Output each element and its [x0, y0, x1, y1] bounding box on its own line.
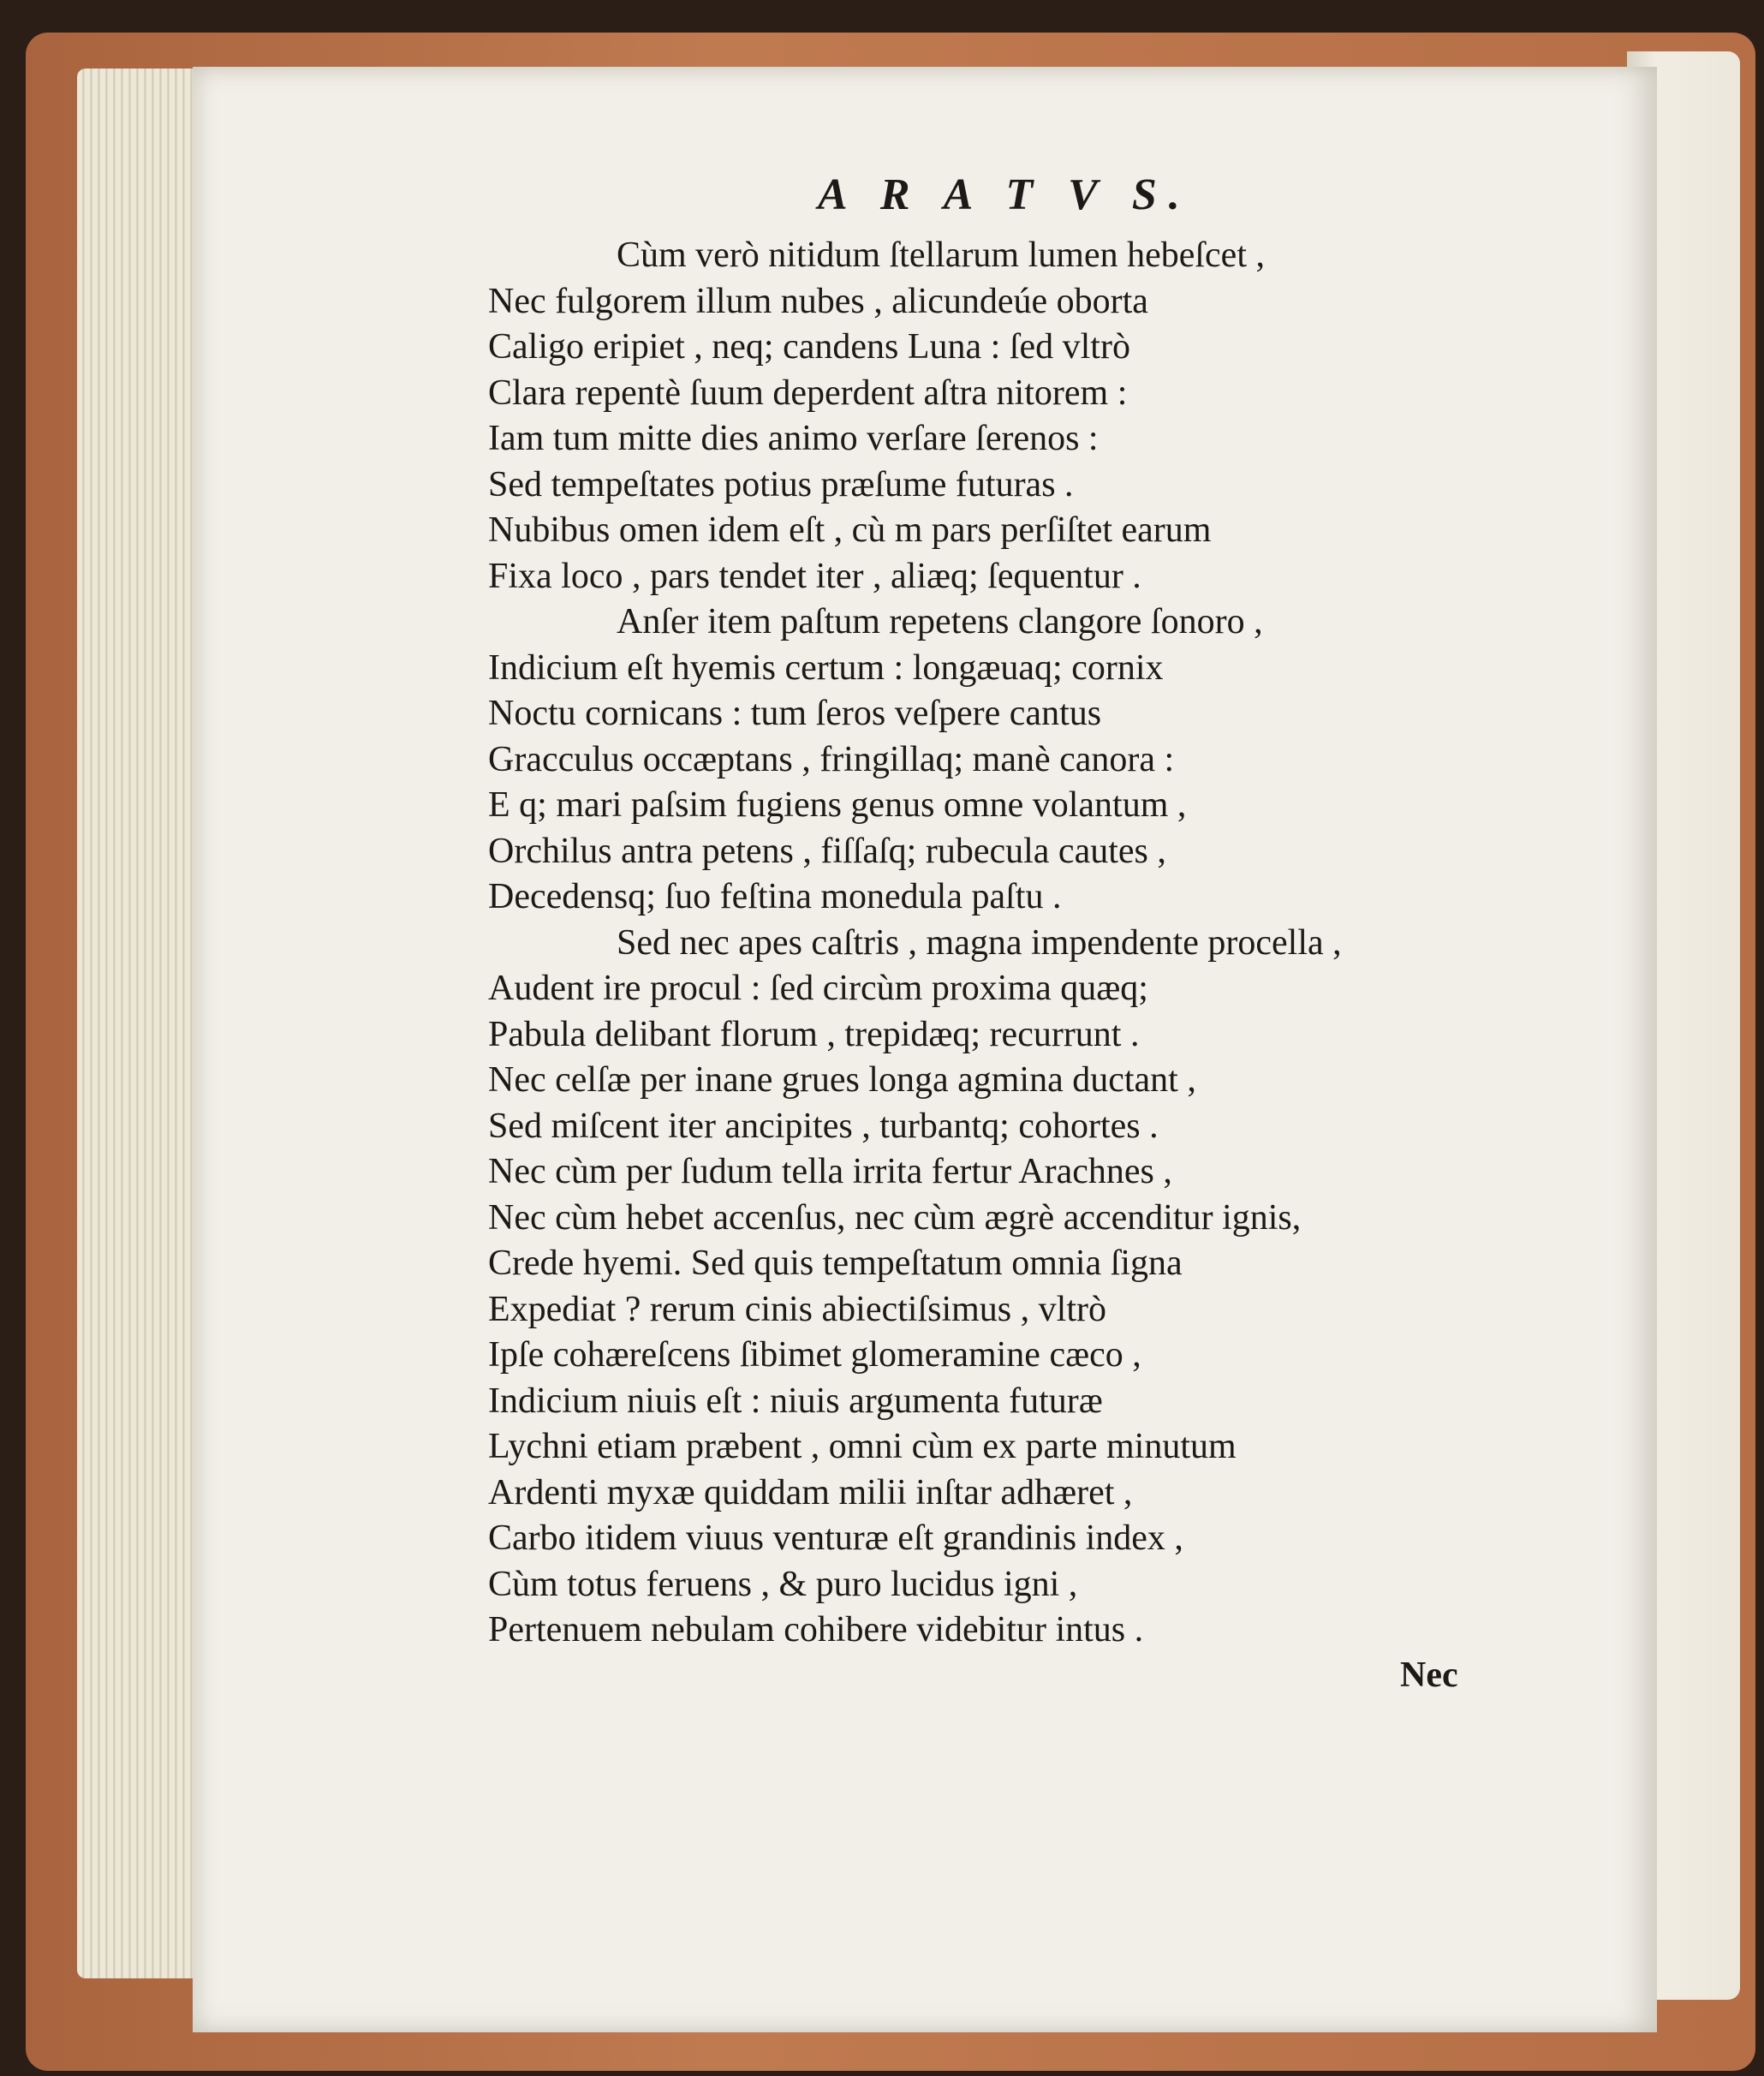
verse-line: Sed tempeſtates potius præſume futuras .: [488, 464, 1074, 504]
verse-line: Cùm totus feruens , & puro lucidus igni ,: [488, 1564, 1078, 1604]
verse-line: Ipſe cohæreſcens ſibimet glomeramine cæco ,: [488, 1335, 1141, 1375]
catchword: Nec: [1400, 1655, 1458, 1695]
verse-line: Indicium niuis eſt : niuis argumenta futuræ: [488, 1381, 1103, 1421]
verse-line: Sed miſcent iter ancipites , turbantq; cohortes .: [488, 1106, 1159, 1146]
verse-line: Pabula delibant florum , trepidæq; recurrunt .: [488, 1014, 1140, 1054]
verse-line: Clara repentè ſuum deperdent aſtra nitorem :: [488, 373, 1128, 413]
verse-line: Expediat ? rerum cinis abiectiſsimus , vltrò: [488, 1289, 1106, 1329]
verse-line: Sed nec apes caſtris , magna impendente procella ,: [617, 922, 1342, 963]
verse-line: Orchilus antra petens , fiſſaſq; rubecula cautes ,: [488, 831, 1166, 871]
verse-line: Cùm verò nitidum ſtellarum lumen hebeſcet ,: [617, 236, 1265, 275]
verse-line: Ardenti myxæ quiddam milii inſtar adhæret ,: [488, 1472, 1133, 1512]
verse-line: Indicium eſt hyemis certum : longæuaq; cornix: [488, 647, 1164, 688]
verse-line: E q; mari paſsim fugiens genus omne volantum ,: [488, 785, 1187, 825]
verse-line: Audent ire procul : ſed circùm proxima quæq;: [488, 969, 1148, 1008]
verse-line: Decedensq; ſuo feſtina monedula paſtu .: [488, 877, 1062, 916]
verse-line: Crede hyemi. Sed quis tempeſtatum omnia ſigna: [488, 1244, 1183, 1283]
verse-line: Fixa loco , pars tendet iter , aliæq; ſequentur .: [488, 556, 1141, 596]
verse-line: Nec cùm hebet accenſus, nec cùm ægrè accenditur ignis,: [488, 1197, 1302, 1238]
verse-line: Iam tum mitte dies animo verſare ſerenos :: [488, 419, 1099, 458]
verse-line: Noctu cornicans : tum ſeros veſpere cantus: [488, 694, 1102, 733]
verse-line: Lychni etiam præbent , omni cùm ex parte minutum: [488, 1427, 1237, 1466]
verse-line: Caligo eripiet , neq; candens Luna : ſed vltrò: [488, 327, 1130, 367]
running-head: A R A T V S.: [818, 170, 1192, 219]
verse-line: Nec cùm per ſudum tella irrita fertur Arachnes ,: [488, 1152, 1172, 1191]
verse-line: Carbo itidem viuus venturæ eſt grandinis index ,: [488, 1518, 1183, 1558]
verse-line: Anſer item paſtum repetens clangore ſonoro ,: [617, 602, 1263, 641]
verse-line: Nec celſæ per inane grues longa agmina ductant ,: [488, 1060, 1196, 1100]
verse-line: Pertenuem nebulam cohibere videbitur intus .: [488, 1610, 1144, 1649]
page-edges: [77, 69, 206, 1978]
verse-block: [488, 233, 1499, 1654]
verse-line: Nec fulgorem illum nubes , alicundeúe oborta: [488, 281, 1148, 321]
verse-line: Gracculus occæptans , fringillaq; manè canora :: [488, 739, 1175, 779]
verse-line: Nubibus omen idem eſt , cù m pars perſiſtet earum: [488, 510, 1212, 550]
